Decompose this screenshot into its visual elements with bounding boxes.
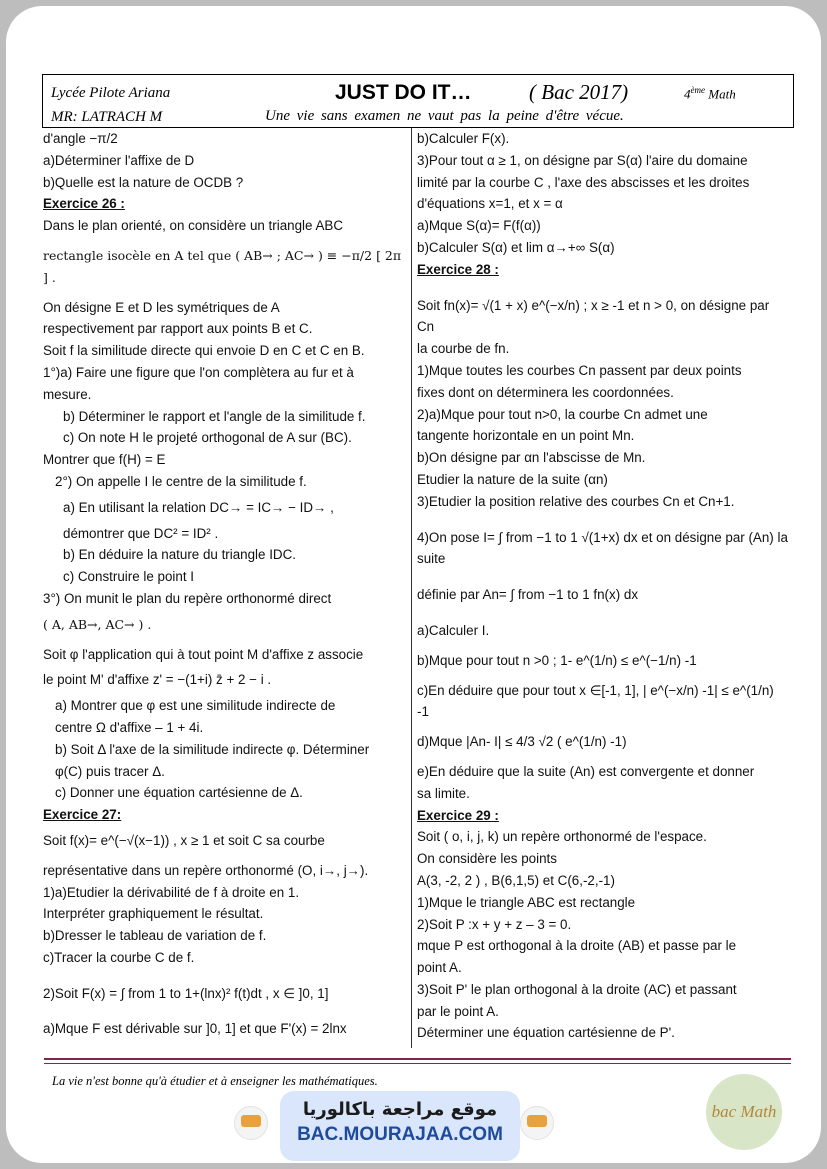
footer-divider — [44, 1063, 791, 1064]
worksheet-page — [6, 6, 821, 1163]
text-line: a)Mque F est dérivable sur ]0, 1] et que F'(x) = 2lnx — [43, 1021, 347, 1037]
text-line: définie par An= ∫ from −1 to 1 fn(x) dx — [417, 587, 639, 603]
exam-year: ( Bac 2017) — [529, 80, 629, 104]
text-line: On désigne E et D les symétriques de A — [43, 299, 280, 315]
text-line: 1°)a) Faire une figure que l'on complètera au fur et à — [43, 364, 354, 380]
text-line: d)Mque |An- I| ≤ 4/3 √2 ( e^(1/n) -1) — [417, 734, 627, 750]
text-line: b) Soit Δ l'axe de la similitude indirecte φ. Déterminer — [55, 741, 370, 757]
text-line: c) On note H le projeté orthogonal de A sur (BC). — [63, 430, 352, 446]
exercise-heading: Exercice 29 : — [417, 807, 499, 823]
text-line: d'angle −π/2 — [43, 131, 118, 146]
text-line: mque P est orthogonal à la droite (AB) et passe par le — [417, 938, 737, 954]
text-line: 1)Mque le triangle ABC est rectangle — [417, 894, 636, 910]
text-line: e)En déduire que la suite (An) est convergente et donner — [417, 763, 755, 779]
text-line: 2)a)Mque pour tout n>0, la courbe Cn admet une — [417, 406, 708, 422]
motto: Une vie sans examen ne vaut pas la peine d'être vécue. — [265, 108, 624, 124]
text-line: par le point A. — [417, 1003, 499, 1019]
text-line: b)Calculer S(α) et lim α→+∞ S(α) — [417, 239, 615, 255]
text-line: Soit φ l'application qui à tout point M d'affixe z associe — [43, 646, 364, 662]
text-line: tangente horizontale en un point Mn. — [417, 428, 635, 444]
site-banner[interactable] — [280, 1091, 520, 1161]
text-line: mesure. — [43, 386, 92, 402]
text-line: Dans le plan orienté, on considère un triangle ABC — [43, 218, 343, 234]
text-line: b)Calculer F(x). — [417, 131, 510, 146]
text-line: b)On désigne par αn l'abscisse de Mn. — [417, 450, 646, 466]
text-line: respectivement par rapport aux points B et C. — [43, 321, 313, 337]
text-line: b)Dresser le tableau de variation de f. — [43, 928, 267, 944]
text-line: rectangle isocèle en A tel que ( AB→ ; AC→ ) ≡ −π/2 [ 2π ] . — [43, 247, 402, 285]
text-line: Montrer que f(H) = E — [43, 452, 166, 468]
text-line: a)Mque S(α)= F(f(α)) — [417, 218, 541, 234]
teacher-name: MR: LATRACH M — [51, 109, 163, 125]
text-line: c) Construire le point I — [63, 569, 194, 585]
text-line: a) Montrer que φ est une similitude indirecte de — [55, 698, 336, 714]
text-line: φ(C) puis tracer Δ. — [55, 763, 165, 779]
text-line: Soit f la similitude directe qui envoie D en C et C en B. — [43, 343, 365, 359]
text-line: sa limite. — [417, 785, 470, 801]
left-column — [43, 128, 409, 1040]
text-line: le point M' d'affixe z' = −(1+i) z̄ + 2 − i . — [43, 672, 272, 688]
exercise-heading: Exercice 27: — [43, 807, 122, 823]
text-line: 3°) On munit le plan du repère orthonormé direct — [43, 590, 332, 606]
text-line: a)Déterminer l'affixe de D — [43, 152, 195, 168]
text-line: ( A, AB→, AC→ ) . — [43, 616, 152, 632]
text-line: A(3, -2, 2 ) , B(6,1,5) et C(6,-2,-1) — [417, 872, 615, 888]
text-line: représentative dans un repère orthonormé (O, i→, j→). — [43, 862, 369, 878]
text-line: b) En déduire la nature du triangle IDC. — [63, 547, 296, 563]
class-level: 4ème Math — [684, 85, 736, 102]
page-title: JUST DO IT… — [335, 81, 472, 104]
text-line: Soit f(x)= e^(−√(x−1)) , x ≥ 1 et soit C sa courbe — [43, 832, 325, 848]
text-line: b) Déterminer le rapport et l'angle de la similitude f. — [63, 408, 366, 424]
banner-site-link[interactable]: BAC.MOURAJAA.COM — [297, 1124, 503, 1145]
school-name: Lycée Pilote Ariana — [51, 85, 171, 101]
text-line: 3)Soit P' le plan orthogonal à la droite (AC) et passant — [417, 981, 737, 997]
text-line: On considère les points — [417, 851, 557, 867]
text-line: limité par la courbe C , l'axe des abscisses et les droites — [417, 174, 750, 190]
footer-divider — [44, 1058, 791, 1060]
text-line: Soit fn(x)= √(1 + x) e^(−x/n) ; x ≥ -1 et n > 0, on désigne par Cn — [417, 297, 770, 335]
book-logo-icon — [234, 1106, 268, 1140]
header-box — [42, 74, 794, 128]
text-line: 2)Soit P :x + y + z – 3 = 0. — [417, 916, 572, 932]
text-line: fixes dont on déterminera les coordonnées. — [417, 384, 674, 400]
text-line: c) Donner une équation cartésienne de Δ. — [55, 785, 303, 801]
exercise-heading: Exercice 28 : — [417, 261, 499, 277]
text-line: a) En utilisant la relation DC→ = IC→ − ID→ , — [63, 499, 334, 515]
text-line: 2)Soit F(x) = ∫ from 1 to 1+(lnx)² f(t)dt , x ∈ ]0, 1] — [43, 985, 329, 1001]
footer-quote: La vie n'est bonne qu'à étudier et à enseigner les mathématiques. — [52, 1074, 378, 1088]
text-line: la courbe de fn. — [417, 341, 510, 357]
text-line: Etudier la nature de la suite (αn) — [417, 471, 608, 487]
text-line: 4)On pose I= ∫ from −1 to 1 √(1+x) dx et on désigne par (An) la suite — [417, 529, 788, 567]
text-line: point A. — [417, 960, 462, 976]
text-line: 2°) On appelle I le centre de la similitude f. — [55, 473, 307, 489]
text-line: démontrer que DC² = ID² . — [63, 525, 219, 541]
banner-arabic-text: موقع مراجعة باكالوريا — [302, 1099, 498, 1120]
exercise-heading: Exercice 26 : — [43, 196, 125, 212]
text-line: 1)Mque toutes les courbes Cn passent par deux points — [417, 362, 742, 378]
text-line: b)Mque pour tout n >0 ; 1- e^(1/n) ≤ e^(−1/n) -1 — [417, 652, 697, 668]
column-divider — [411, 128, 412, 1048]
text-line: Soit ( o, i, j, k) un repère orthonormé de l'espace. — [417, 829, 707, 845]
text-line: a)Calculer I. — [417, 622, 490, 638]
book-logo-icon — [520, 1106, 554, 1140]
bac-math-logo: bac Math — [706, 1074, 782, 1150]
text-line: 3)Etudier la position relative des courbes Cn et Cn+1. — [417, 493, 735, 509]
text-line: Interpréter graphiquement le résultat. — [43, 906, 264, 922]
right-column — [417, 128, 789, 1044]
text-line: c)En déduire que pour tout x ∈[-1, 1], | e^(−x/n) -1| ≤ e^(1/n) -1 — [417, 682, 774, 720]
text-line: 1)a)Etudier la dérivabilité de f à droite en 1. — [43, 884, 300, 900]
text-line: d'équations x=1, et x = α — [417, 196, 563, 212]
text-line: 3)Pour tout α ≥ 1, on désigne par S(α) l'aire du domaine — [417, 152, 748, 168]
text-line: Déterminer une équation cartésienne de P'. — [417, 1025, 675, 1041]
text-line: centre Ω d'affixe – 1 + 4i. — [55, 719, 204, 735]
text-line: c)Tracer la courbe C de f. — [43, 949, 195, 965]
text-line: b)Quelle est la nature de OCDB ? — [43, 174, 244, 190]
